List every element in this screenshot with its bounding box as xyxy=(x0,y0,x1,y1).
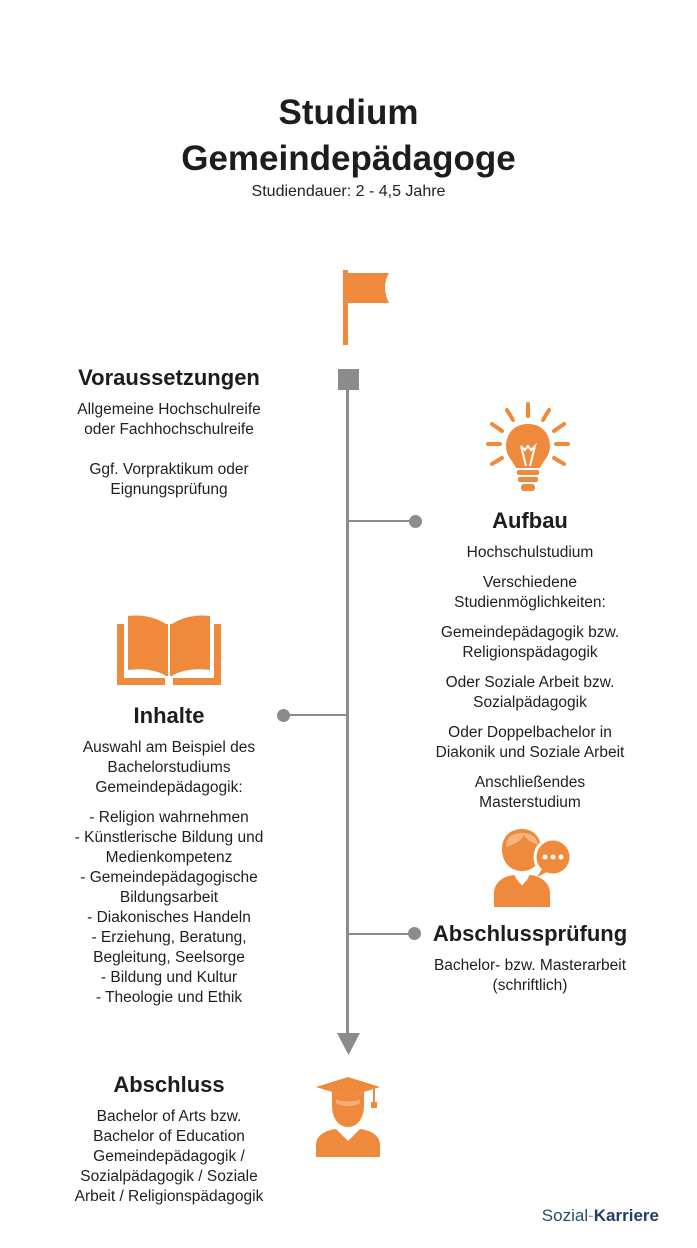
text-line: Bachelor of Arts bzw. xyxy=(96,1108,242,1125)
text-line: (schriftlich) xyxy=(492,977,568,994)
text-line: - Erziehung, Beratung, xyxy=(91,929,247,946)
branch-aufbau xyxy=(349,520,415,522)
section-heading: Voraussetzungen xyxy=(78,365,260,390)
text-line: Masterstudium xyxy=(479,794,581,811)
text-line: Begleitung, Seelsorge xyxy=(93,949,245,966)
section-heading: Abschluss xyxy=(113,1072,225,1097)
timeline-start-marker xyxy=(338,369,359,390)
page-title xyxy=(0,90,697,182)
text-line: Arbeit / Religionspädagogik xyxy=(74,1188,264,1205)
text-line: Anschließendes xyxy=(474,774,586,791)
section-body xyxy=(410,543,650,813)
text-line: Oder Soziale Arbeit bzw. xyxy=(445,674,615,691)
section-body xyxy=(44,1107,294,1207)
text-line: - Diakonisches Handeln xyxy=(87,909,251,926)
text-line: - Theologie und Ethik xyxy=(95,989,243,1006)
text-line: Verschiedene xyxy=(483,574,577,591)
logo-part-2: Karriere xyxy=(593,1206,659,1225)
text-line: Religionspädagogik xyxy=(462,644,598,661)
section-heading: Abschlussprüfung xyxy=(432,921,628,946)
section-heading: Inhalte xyxy=(133,703,205,728)
text-line: Sozialpädagogik / Soziale xyxy=(80,1168,258,1185)
title-line-1: Studium xyxy=(278,93,419,132)
text-line: Gemeindepädagogik bzw. xyxy=(440,624,620,641)
text-line: - Bildung und Kultur xyxy=(100,969,238,986)
text-line: Gemeindepädagogik: xyxy=(95,779,243,796)
text-line: Bildungsarbeit xyxy=(119,889,219,906)
lightbulb-icon xyxy=(485,402,571,494)
text-line: Diakonik und Soziale Arbeit xyxy=(435,744,625,761)
text-line: Auswahl am Beispiel des xyxy=(82,739,256,756)
speech-person-icon xyxy=(494,827,572,907)
text-line: Studienmöglichkeiten: xyxy=(454,594,606,611)
section-heading: Aufbau xyxy=(492,508,568,533)
text-line: Bachelor of Education xyxy=(93,1128,245,1145)
text-line: - Künstlerische Bildung und xyxy=(74,829,264,846)
section-body xyxy=(40,400,298,500)
text-line: oder Fachhochschulreife xyxy=(84,421,254,438)
text-line: Allgemeine Hochschulreife xyxy=(77,401,261,418)
logo-separator: - xyxy=(588,1206,594,1225)
flag-icon xyxy=(343,270,393,346)
timeline-arrowhead xyxy=(337,1033,360,1055)
text-line: Medienkompetenz xyxy=(105,849,233,866)
section-voraussetzungen xyxy=(40,364,298,500)
section-body xyxy=(44,738,294,1008)
branch-abschlusspruefung xyxy=(349,933,415,935)
section-abschluss xyxy=(44,1071,294,1207)
text-line: Oder Doppelbachelor in xyxy=(448,724,612,741)
text-line: Bachelorstudiums xyxy=(107,759,231,776)
graduate-icon xyxy=(314,1075,382,1157)
brand-logo xyxy=(542,1206,659,1226)
logo-part-1: Sozial xyxy=(541,1206,589,1225)
section-body xyxy=(410,956,650,996)
timeline-line xyxy=(346,389,349,1036)
page-subtitle: Studiendauer: 2 - 4,5 Jahre xyxy=(251,183,446,200)
section-inhalte xyxy=(44,702,294,1008)
text-line: Ggf. Vorpraktikum oder xyxy=(89,461,249,478)
text-line: Hochschulstudium xyxy=(466,544,594,561)
section-abschlusspruefung xyxy=(410,920,650,996)
text-line: - Gemeindepädagogische xyxy=(80,869,258,886)
text-line: Gemeindepädagogik / xyxy=(93,1148,245,1165)
book-icon xyxy=(117,614,221,688)
title-line-2: Gemeindepädagoge xyxy=(181,139,516,178)
text-line: Bachelor- bzw. Masterarbeit xyxy=(433,957,627,974)
text-line: - Religion wahrnehmen xyxy=(89,809,249,826)
branch-inhalte xyxy=(286,714,347,716)
text-line: Eignungsprüfung xyxy=(110,481,228,498)
text-line: Sozialpädagogik xyxy=(473,694,587,711)
section-aufbau xyxy=(410,507,650,813)
